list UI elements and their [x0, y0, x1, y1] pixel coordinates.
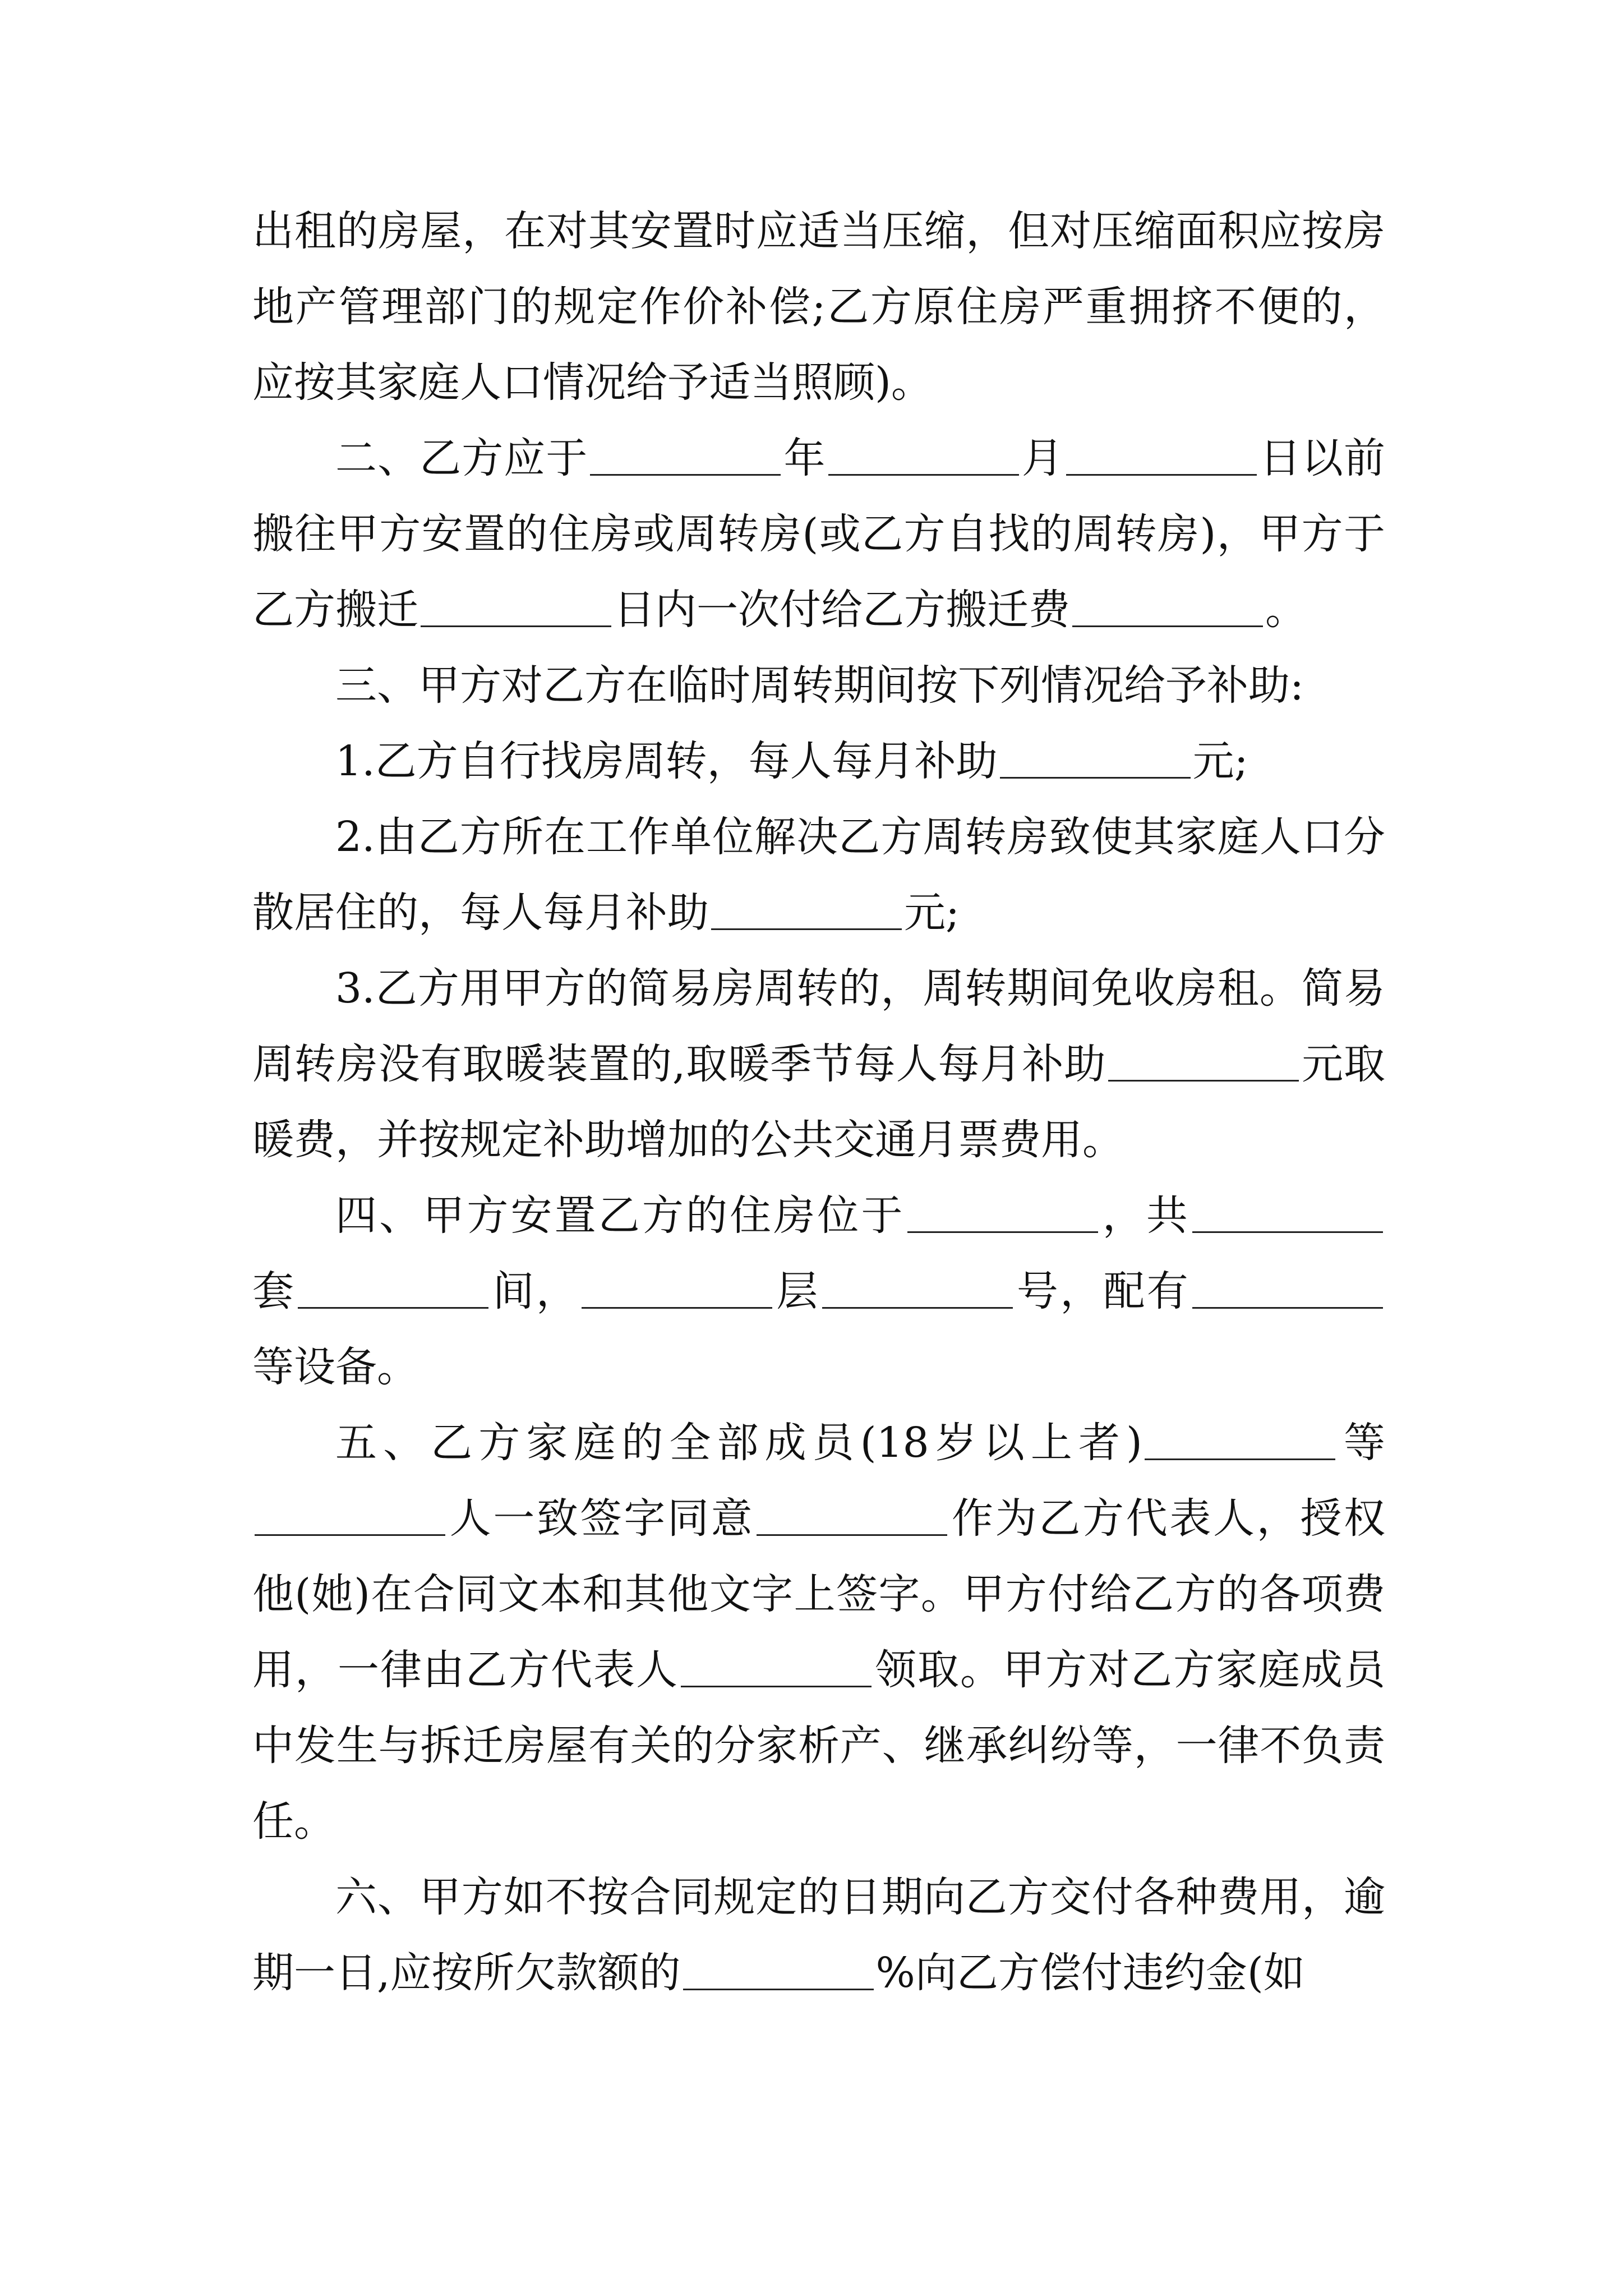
fill-in-blank[interactable]	[298, 1262, 488, 1309]
paragraph-text: 五、乙方家庭的全部成员(18岁以上者)	[335, 1419, 1142, 1467]
paragraph-text: 。	[1265, 586, 1307, 634]
fill-in-blank[interactable]	[757, 1489, 947, 1536]
fill-in-blank[interactable]	[590, 429, 781, 476]
fill-in-blank[interactable]	[582, 1262, 772, 1309]
paragraph-text: 2.由乙方所在工作单位解决乙方周转房致使其家庭人口分散居住的，每人每月补助	[252, 813, 1385, 937]
document-body	[252, 194, 1385, 2011]
paragraph-text: 元取暖费，并按规定补助增加的公共交通月票费用。	[252, 1040, 1385, 1164]
paragraph-text: 等	[1337, 1419, 1386, 1467]
fill-in-blank[interactable]	[421, 581, 611, 627]
paragraph-text: ，共	[1100, 1191, 1190, 1240]
fill-in-blank[interactable]	[822, 1262, 1013, 1309]
paragraph-text: 月	[1021, 434, 1064, 482]
fill-in-blank[interactable]	[1108, 1035, 1299, 1082]
paragraph-text: 号，配有	[1015, 1267, 1191, 1315]
paragraph-text: %向乙方偿付违约金(如	[875, 1949, 1305, 1997]
paragraph-text: 人一致签字同意	[448, 1494, 755, 1543]
fill-in-blank[interactable]	[1145, 1414, 1335, 1460]
paragraph-p6	[252, 1860, 1385, 2011]
paragraph-p2	[252, 421, 1385, 648]
fill-in-blank[interactable]	[711, 884, 902, 930]
paragraph-text: 日内一次付给乙方搬迁费	[614, 586, 1070, 634]
paragraph-text: 六、甲方如不按合同规定的日期向乙方交付各种费用，逾期一日,应按所欠款额的	[252, 1873, 1385, 1997]
fill-in-blank[interactable]	[907, 1186, 1098, 1233]
paragraph-p3	[252, 648, 1385, 724]
paragraph-text: 作为乙方代表人，授权他(她)在合同文本和其他文字上签字。甲方付给乙方的各项费用，一律由乙方代表人	[252, 1494, 1386, 1694]
fill-in-blank[interactable]	[1066, 429, 1257, 476]
fill-in-blank[interactable]	[683, 1944, 874, 1990]
paragraph-text: 元;	[904, 889, 960, 937]
paragraph-text: 年	[783, 434, 826, 482]
paragraph-p0	[252, 194, 1385, 421]
paragraph-text: 日以前搬往甲方安置的住房或周转房(或乙方自找的周转房)，甲方于乙方搬迁	[252, 434, 1386, 634]
fill-in-blank[interactable]	[681, 1641, 872, 1687]
paragraph-p3-1	[252, 724, 1385, 799]
paragraph-text: 1.乙方自行找房周转，每人每月补助	[335, 737, 998, 785]
paragraph-p3-2	[252, 799, 1385, 951]
paragraph-p5	[252, 1405, 1385, 1860]
paragraph-text: 等设备。	[252, 1343, 418, 1391]
paragraph-text: 3.乙方用甲方的简易房周转的，周转期间免收房租。简易周转房没有取暖装置的,取暖季节每人每月补助	[252, 964, 1385, 1088]
paragraph-text: 四、甲方安置乙方的住房位于	[335, 1191, 905, 1240]
paragraph-text: 三、甲方对乙方在临时周转期间按下列情况给予补助:	[335, 661, 1304, 710]
paragraph-text: 出租的房屋，在对其安置时应适当压缩，但对压缩面积应按房地产管理部门的规定作价补偿;乙方原住房严重拥挤不便的，应按其家庭人口情况给予适当照顾)。	[252, 207, 1385, 407]
fill-in-blank[interactable]	[1072, 581, 1263, 627]
fill-in-blank[interactable]	[1000, 732, 1191, 779]
paragraph-text: 间，	[491, 1267, 580, 1315]
fill-in-blank[interactable]	[828, 429, 1019, 476]
paragraph-text: 层	[774, 1267, 820, 1315]
paragraph-p3-3	[252, 951, 1385, 1178]
paragraph-p4	[252, 1178, 1385, 1405]
paragraph-text: 二、乙方应于	[335, 434, 588, 482]
paragraph-text: 元;	[1192, 737, 1248, 785]
paragraph-text: 套	[252, 1267, 296, 1315]
fill-in-blank[interactable]	[1192, 1262, 1383, 1309]
fill-in-blank[interactable]	[1192, 1186, 1383, 1233]
fill-in-blank[interactable]	[255, 1489, 445, 1536]
paragraph-text: 领取。甲方对乙方家庭成员中发生与拆迁房屋有关的分家析产、继承纠纷等，一律不负责任。	[252, 1646, 1385, 1846]
